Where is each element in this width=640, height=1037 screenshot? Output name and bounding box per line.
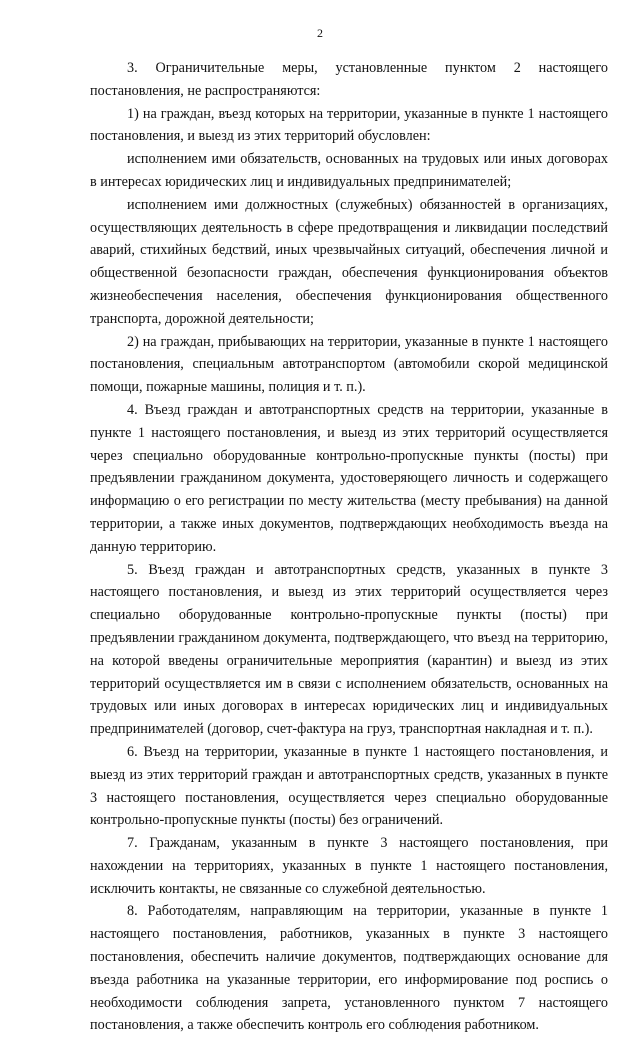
document-body (90, 57, 608, 1037)
paragraph-subclause-contracts: исполнением ими обязательств, основанных на трудовых или иных договорах в интересах юридических лиц и индивидуальных предпринимателей; (90, 151, 608, 190)
paragraph-item-4: 4. Въезд граждан и автотранспортных средств на территории, указанные в пункте 1 настоящего постановления, и выезд из этих территорий осуществляется через специально оборудованные контрольно-пропускные пункты (посты) при предъявлении гражданином документа, удостоверяющего личность и содержащего информацию о его регистрации по месту жительства (месту пребывания) на данной территории, а также иных документов, подтверждающих необходимость въезда на данную территорию. (90, 401, 608, 555)
paragraph-subclause-official-duties: исполнением ими должностных (служебных) обязанностей в организациях, осуществляющих деятельность в сфере предотвращения и ликвидации последствий аварий, стихийных бедствий, иных чрезвычайных ситуаций, обеспечения личной и общественной безопасности граждан, обеспечения функционирования объектов жизнеобеспечения населения, обеспечения функционирования общественного транспорта, дорожной деятельности; (90, 196, 608, 327)
paragraph-item-7: 7. Гражданам, указанным в пункте 3 настоящего постановления, при нахождении на территориях, указанных в пункте 1 настоящего постановления, исключить контакты, не связанные со служебной деятельностью. (90, 835, 608, 897)
paragraph-subitem-3-1: 1) на граждан, въезд которых на территории, указанные в пункте 1 настоящего постановления, и выезд из этих территорий обусловлен: (90, 105, 608, 145)
paragraph-item-6: 6. Въезд на территории, указанные в пункте 1 настоящего постановления, и выезд из этих территорий граждан и автотранспортных средств, указанных в пункте 3 настоящего постановления, осуществляется через специально оборудованные контрольно-пропускные пункты (посты) без ограничений. (90, 743, 608, 829)
paragraph-item-8: 8. Работодателям, направляющим на территории, указанные в пункте 1 настоящего постановления, работников, указанных в пункте 3 настоящего постановления, обеспечить наличие документов, подтверждающих основание для въезда работника на указанные территории, его информирование под роспись о необходимости соблюдения запрета, установленного пунктом 7 настоящего постановления, а также обеспечить контроль его соблюдения работником. (90, 903, 608, 1034)
page-number: 2 (317, 26, 323, 40)
paragraph-subitem-3-2: 2) на граждан, прибывающих на территории, указанные в пункте 1 настоящего постановления, специальным автотранспортом (автомобили скорой медицинской помощи, пожарные машины, полиция и т. п.). (90, 333, 608, 396)
paragraph-item-3: 3. Ограничительные меры, установленные пунктом 2 настоящего постановления, не распространяются: (90, 60, 608, 99)
paragraph-item-5: 5. Въезд граждан и автотранспортных средств, указанных в пункте 3 настоящего постановления, и выезд из этих территорий осуществляется через специально оборудованные контрольно-пропускные пункты (посты) при предъявлении гражданином документа, подтверждающего, что въезд на территорию, на которой введены ограничительные мероприятия (карантин) и выезд из этих территорий осуществляется им в связи с исполнением обязательств, основанных на трудовых или иных договорах в интересах юридических лиц и индивидуальных предпринимателей (договор, счет-фактура на груз, транспортная накладная и т. п.). (90, 561, 608, 738)
